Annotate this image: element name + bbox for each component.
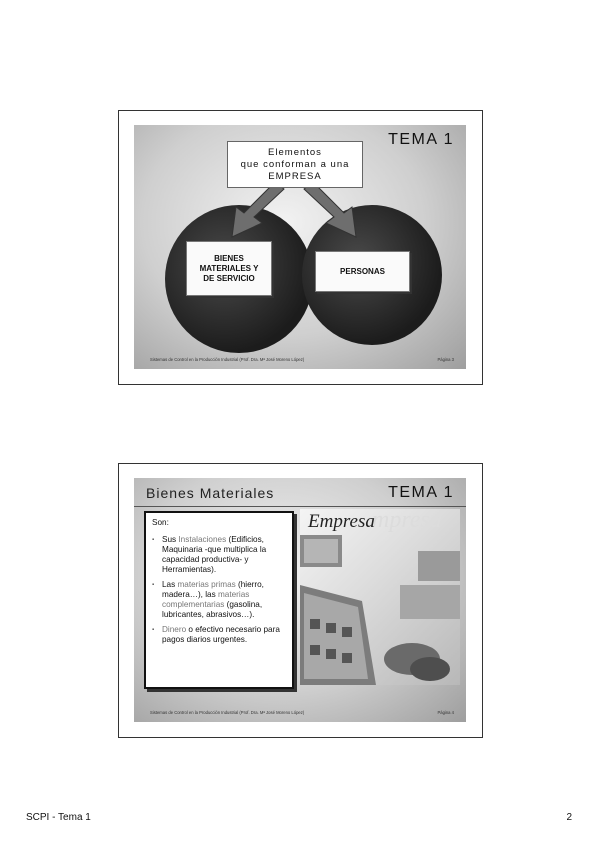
slide-background — [134, 478, 466, 722]
bullet-text: Las — [162, 580, 178, 589]
concept-line: que conforman a una — [240, 158, 350, 170]
concept-line: Elementos — [268, 146, 322, 158]
bienes-line: DE SERVICIO — [203, 273, 255, 283]
photo-title-text: Empresa — [308, 511, 375, 532]
bullet-item — [152, 535, 286, 575]
content-box — [144, 511, 294, 689]
personas-box — [315, 251, 410, 292]
office-scene — [418, 551, 460, 581]
slide-thumbnail — [118, 110, 483, 385]
slide-page-number: Página 3 — [437, 357, 454, 362]
bullet-list — [152, 535, 286, 650]
office-scene — [400, 585, 460, 619]
bienes-line: MATERIALES Y — [199, 263, 259, 273]
window — [342, 627, 352, 637]
slide-thumbnail — [118, 463, 483, 738]
right-arrow — [304, 183, 356, 237]
slide-footer-text: Sistemas de Control en la Producción Industrial (Prof. Dra. Mª José Moreno López) — [150, 710, 305, 715]
window — [326, 623, 336, 633]
highlighted-term: materias primas — [177, 580, 236, 589]
highlighted-term: Dinero — [162, 625, 187, 634]
bullet-item — [152, 580, 286, 620]
window — [342, 653, 352, 663]
photo-watermark-text: mpresa — [372, 509, 442, 533]
concept-box — [227, 141, 363, 188]
window — [310, 619, 320, 629]
office-scene — [304, 539, 338, 563]
left-arrow — [232, 183, 284, 237]
bienes-box — [186, 241, 272, 296]
intro-text: Son: — [152, 518, 169, 527]
bullet-text: (Edificios, Maquinaria -que multiplica la capacidad productiva- y Herramientas). — [162, 535, 267, 574]
bullet-text: Sus — [162, 535, 179, 544]
empresa-photo — [300, 509, 460, 685]
bullet-item — [152, 625, 286, 645]
concept-line: EMPRESA — [268, 170, 322, 182]
slide-heading: Bienes Materiales — [146, 485, 275, 501]
bienes-line: BIENES — [214, 253, 244, 263]
window — [326, 649, 336, 659]
heading-divider — [134, 506, 466, 507]
personas-label: PERSONAS — [340, 266, 385, 276]
highlighted-term: Instalaciones — [178, 535, 227, 544]
bullet-text: (hierro, madera…), las — [162, 580, 264, 599]
document-footer-title: SCPI - Tema 1 — [26, 812, 91, 823]
slide-background — [134, 125, 466, 369]
document-page-number: 2 — [566, 812, 572, 823]
window — [310, 645, 320, 655]
slide-page-number: Página 4 — [437, 710, 454, 715]
bullet-text: o efectivo necesario para pagos diarios urgentes. — [162, 625, 280, 644]
highlighted-term: materias complementarias — [162, 590, 250, 609]
slide-footer-text: Sistemas de Control en la Producción Industrial (Prof. Dra. Mª José Moreno López) — [150, 357, 305, 362]
bullet-text: (gasolina, lubricantes, abrasivos…). — [162, 600, 263, 619]
tree — [410, 657, 450, 681]
slide-tema-title: TEMA 1 — [388, 484, 454, 501]
slide-tema-title: TEMA 1 — [388, 131, 454, 148]
photo-collage — [300, 509, 460, 685]
